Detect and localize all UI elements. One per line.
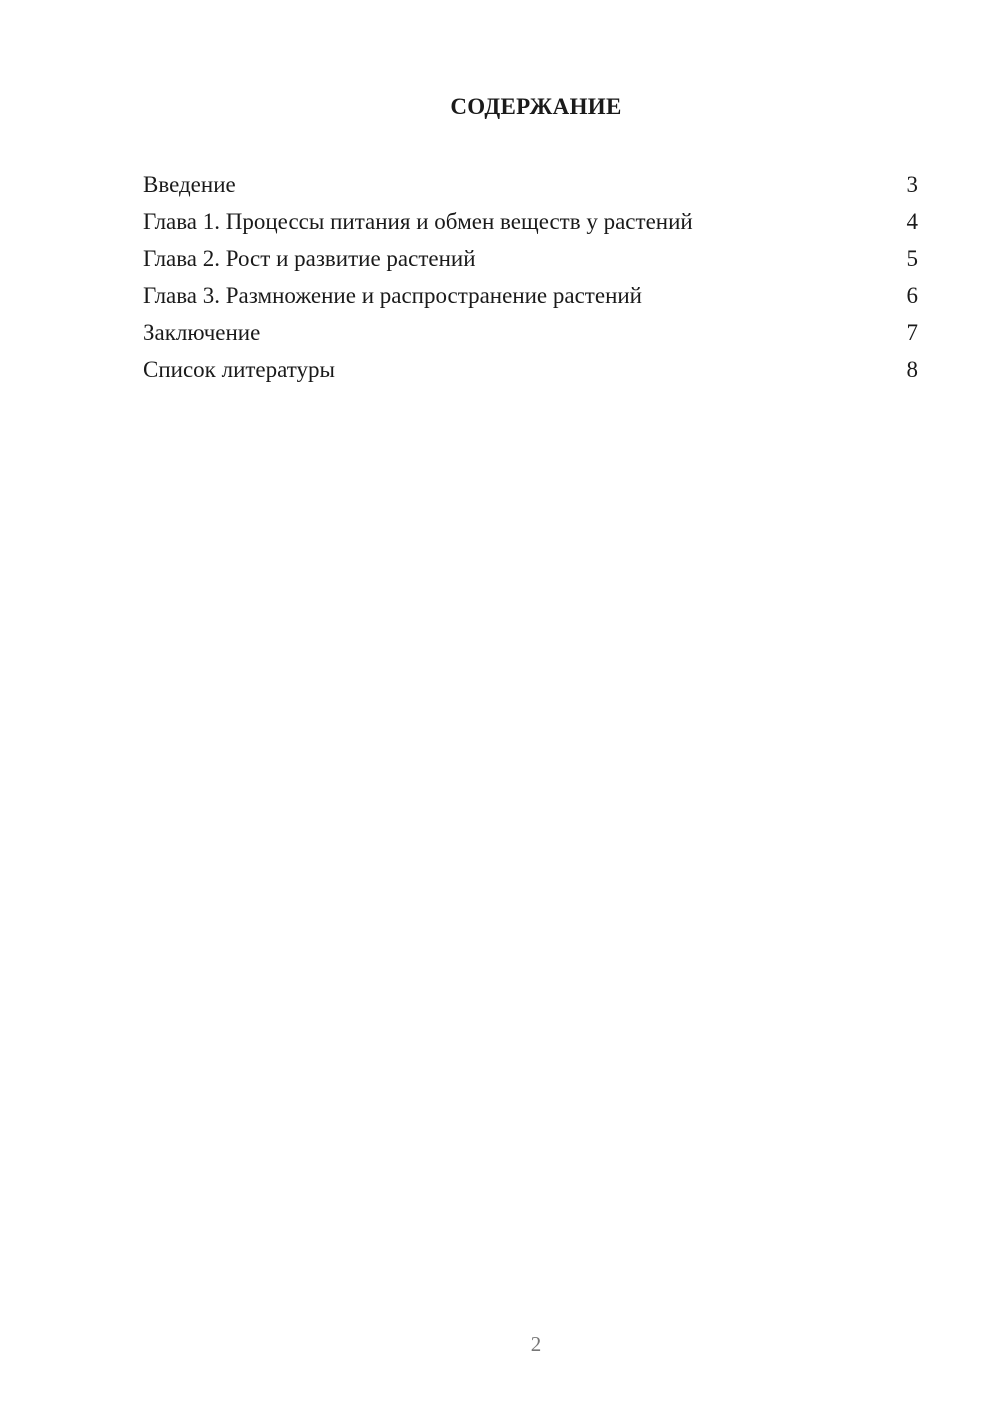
toc-entry-page: 7 xyxy=(906,320,918,345)
toc-entry-introduction xyxy=(143,170,920,207)
toc-entry-page: 5 xyxy=(906,246,918,271)
toc-entry-page: 8 xyxy=(906,357,918,382)
toc-entry-references xyxy=(143,355,920,392)
toc-title: СОДЕРЖАНИЕ xyxy=(450,94,622,119)
page-number: 2 xyxy=(530,1332,542,1356)
table-of-contents xyxy=(143,170,920,392)
toc-entry-text: Глава 3. Размножение и распространение растений xyxy=(143,283,642,308)
toc-entry-page: 3 xyxy=(906,172,918,197)
toc-entry-chapter-1 xyxy=(143,207,920,244)
toc-entry-text: Введение xyxy=(143,172,236,197)
toc-entry-chapter-2 xyxy=(143,244,920,281)
toc-entry-text: Список литературы xyxy=(143,357,335,382)
toc-entry-page: 4 xyxy=(906,209,918,234)
toc-entry-text: Заключение xyxy=(143,320,261,345)
toc-entry-conclusion xyxy=(143,318,920,355)
toc-entry-text: Глава 1. Процессы питания и обмен веществ у растений xyxy=(143,209,693,234)
toc-entry-text: Глава 2. Рост и развитие растений xyxy=(143,246,476,271)
toc-entry-page: 6 xyxy=(906,283,918,308)
toc-entry-chapter-3 xyxy=(143,281,920,318)
